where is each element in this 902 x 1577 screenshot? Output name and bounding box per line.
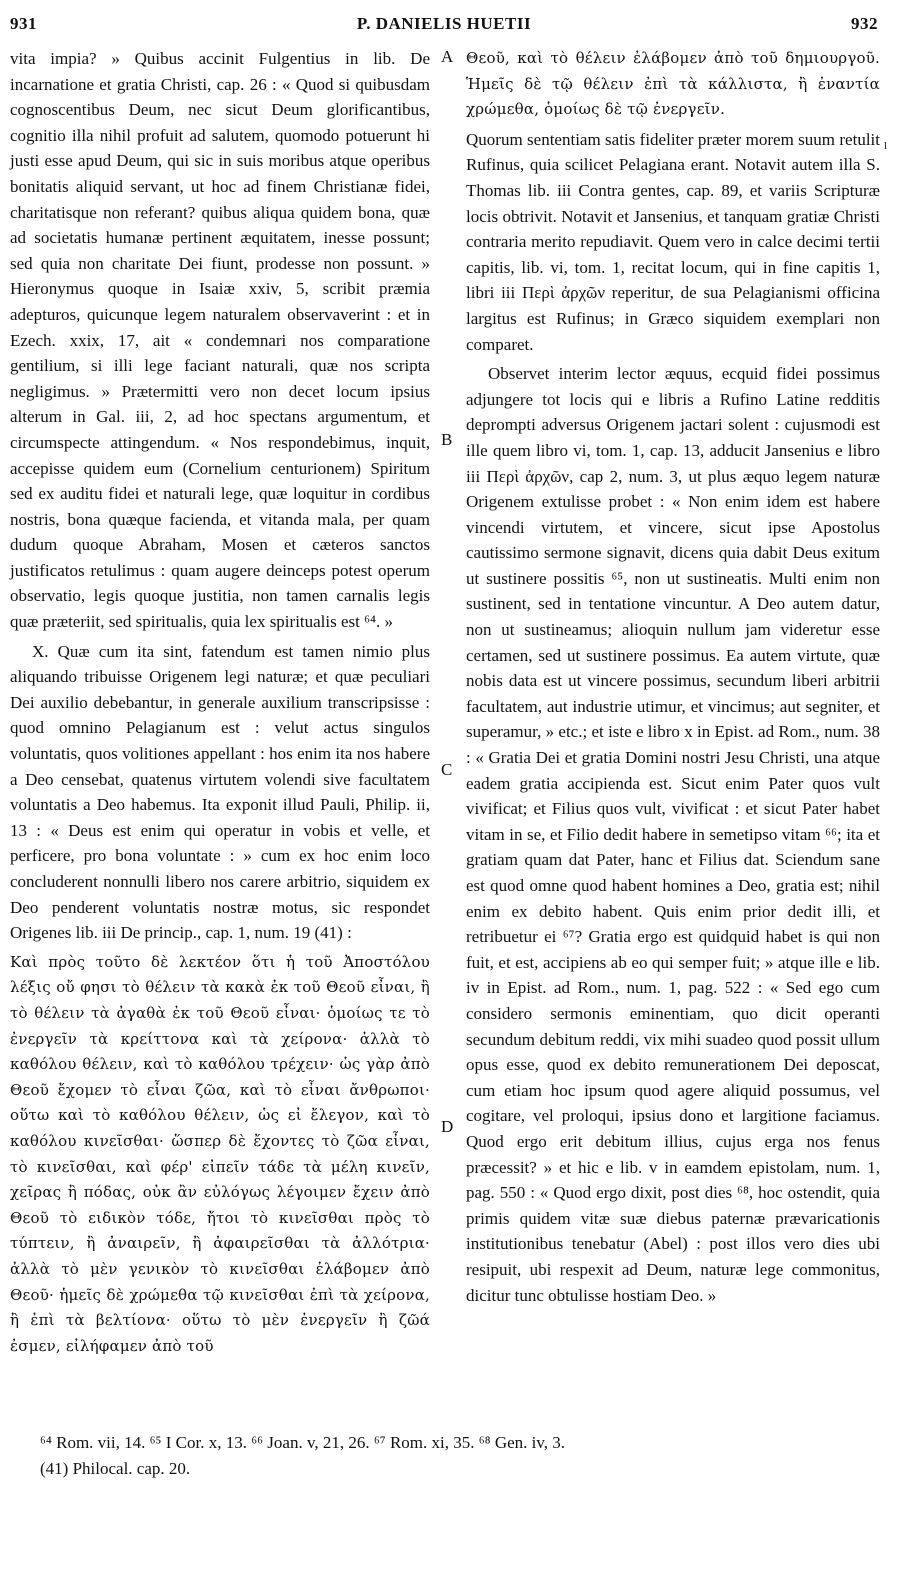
page-number-left: 931 <box>10 14 37 33</box>
right-column <box>466 46 880 1308</box>
margin-marker-c: C <box>441 760 453 779</box>
margin-tick-mark: l <box>884 140 888 152</box>
right-greek-quotation: Θεοῦ, καὶ τὸ θέλειν ἐλάβομεν ἀπὸ τοῦ δημιουργοῦ. Ἡμεῖς δὲ τῷ θέλειν ἐπὶ τὰ κάλλιστα, ἢ ἐναντία χρώμεθα, ὁμοίως δὲ τῷ ἐνεργεῖν. <box>466 49 880 119</box>
footnote-line-2: (41) Philocal. cap. 20. <box>40 1459 191 1478</box>
running-header <box>10 14 878 40</box>
left-paragraph-1: vita impia? » Quibus accinit Fulgentius in lib. De incarnatione et gratia Christi, cap. 26 : « Quod si quibusdam cognoscentibus Deum, nec sicut Deum glorificantibus, cognitio illa nihil profuit ad salutem, quomodo potuerunt hi justi esse apud Deum, qui sic in suis moribus atque operibus bonitatis aliquid servant, ut hoc ad finem Christianæ fidei, charitatisque non referant? quibus aliqua quidem bona, quæ ad societatis humanæ pertinent æquitatem, inesse possunt; sed quia non charitate Dei fiunt, prodesse non possunt. » Hieronymus quoque in Isaiæ xxiv, 5, scribit præmia adepturos, quicunque legem naturalem observaverint : et in Ezech. xxix, 17, ait « condemnari nos comparatione gentilium, si illi lege faciant naturali, quæ nos scripta negligimus. » Prætermitti vero non decet locum ipsius alterum in Gal. iii, 2, ad hoc spectans argumentum, et circumspecte attingendum. « Nos respondebimus, inquit, accepisse quidem eum (Cornelium centurionem) Spiritum sed ex auditu fidei et naturali lege, quæ loquitur in cordibus nostris, bona quæque facienda, et vitanda mala, per quam dudum quoque Abraham, Mosen et cæteros sanctos justificatos retulimus : quam augere deinceps potest operum observatio, legis quoque justitia, non tamen carnalis legis quæ præteriit, sed spiritualis, quia lex spiritualis est ⁶⁴. » <box>10 49 430 632</box>
footnotes <box>40 1430 840 1482</box>
margin-marker-d: D <box>441 1117 454 1136</box>
footnote-line-1: ⁶⁴ Rom. vii, 14. ⁶⁵ I Cor. x, 13. ⁶⁶ Joan. v, 21, 26. ⁶⁷ Rom. xi, 35. ⁶⁸ Gen. iv, 3. <box>40 1433 566 1452</box>
margin-marker-b: B <box>441 430 453 449</box>
right-paragraph-1: Quorum sententiam satis fideliter præter morem suum retulit Rufinus, quia scilicet Pelagiana erant. Notavit autem illa S. Thomas lib. iii Contra gentes, cap. 89, et variis Scripturæ locis obtrivit. Notavit et Jansenius, et tanquam gratiæ Christi contraria merito repudiavit. Quem vero in calce decimi tertii capitis, lib. vi, tom. 1, recitat locum, qui in fine capitis 1, libri iii Περὶ ἀρχῶν reperitur, de sua Pelagianismi officina largitus est Rufinus; in Græco siquidem exemplari non comparet. <box>466 129 880 354</box>
left-greek-quotation: Καὶ πρὸς τοῦτο δὲ λεκτέον ὅτι ἡ τοῦ Ἀποστόλου λέξις οὔ φησι τὸ θέλειν τὰ κακὰ ἐκ τοῦ Θεοῦ εἶναι, ἢ τὸ θέλειν τὰ ἀγαθὰ ἐκ τοῦ Θεοῦ εἶναι· ὁμοίως τε τὸ ἐνεργεῖν τὰ κρείττονα καὶ τὰ χείρονα· ἀλλὰ τὸ καθόλου θέλειν, καὶ τὸ καθόλου τρέχειν· ὡς γὰρ ἀπὸ Θεοῦ ἔχομεν τὸ εἶναι ζῶα, καὶ τὸ εἶναι ἄνθρωποι· οὕτω καὶ τὸ καθόλου θέλειν, ὡς εἰ ἔλεγον, καὶ τὸ καθόλου κινεῖσθαι· ὥσπερ δὲ ἔχοντες τὸ ζῶα εἶναι, τὸ κινεῖσθαι, καὶ φέρ' εἰπεῖν τάδε τὰ μέλη κινεῖν, χεῖρας ἢ πόδας, οὐκ ἂν εὐλόγως λέγοιμεν ἔχειν ἀπὸ Θεοῦ τὸ ειδικὸν τόδε, ἤτοι τὸ κινεῖσθαι πρὸς τὸ τύπτειν, ἢ ἀναιρεῖν, ἢ ἀφαιρεῖσθαι τὰ ἀλλότρια· ἀλλὰ τὸ μὲν γενικὸν τὸ κινεῖσθαι ἐλάβομεν ἀπὸ Θεοῦ· ἡμεῖς δὲ χρώμεθα τῷ κινεῖσθαι ἐπὶ τὰ χείρονα, ἢ ἐπὶ τὰ βελτίονα· οὕτω τὸ μὲν ἐνεργεῖν ἢ ζῶά ἐσμεν, εἰλήφαμεν ἀπὸ τοῦ <box>10 952 430 1355</box>
left-column <box>10 46 430 1359</box>
page-number-right: 932 <box>851 14 878 33</box>
margin-marker-a: A <box>441 47 454 66</box>
running-title: P. DANIELIS HUETII <box>356 14 532 33</box>
left-paragraph-2: X. Quæ cum ita sint, fatendum est tamen nimio plus aliquando tribuisse Origenem legi naturæ; et quæ peculiari Dei auxilio debebantur, in generale auxilium transcripsisse : quod omnino Pelagianum est : velut actus singulos voluntatis, quos volitiones appellant : hos enim ita nos habere a Deo censebat, quatenus virtutem volendi sive facultatem voluntatis a Deo habemus. Ita exponit illud Pauli, Philip. ii, 13 : « Deus est enim qui operatur in vobis et velle, et perficere, pro bona voluntate : » cum ex hoc enim loco concluderent nonnulli libero nos carere arbitrio, siquidem ex Deo penderent voluntatis nostræ motus, sic respondet Origenes lib. iii De princip., cap. 1, num. 19 (41) : <box>10 641 430 943</box>
right-paragraph-2: Observet interim lector æquus, ecquid fidei possimus adjungere tot locis qui e libris a Rufino Latine redditis deprompti adversus Origenem jactari solent : cujusmodi est ille quem libro vi, tom. 1, cap. 13, adducit Jansenius e libro iii Περὶ ἀρχῶν, cap 2, num. 3, ut plus æquo legem naturæ Origenem extulisse probet : « Non enim idem est habere vincendi virtutem, et vincere, sicut ipse Apostolus cautissimo sermone signavit, dicens quia dabit Deus exitum ut sustinere possitis ⁶⁵, non ut sustineatis. Multi enim non sustinent, sed in tentatione vincuntur. A Deo autem datur, non ut sustineamus; alioquin nullum jam videretur esse certamen, sed ut sustinere possimus. Ea autem virtute, quæ nobis data est ut vincere possimus, secundum liberi arbitrii facultatem, aut industrie utimur, et vincimus; aut segniter, et superamur, » etc.; et iste e libro x in Epist. ad Rom., num. 38 : « Gratia Dei et gratia Domini nostri Jesu Christi, una atque eadem gratia accipienda est. Sicut enim Pater quos vult vivificat; et Filius quos vult, vivificat : et sicut Pater habet vitam in se, et Filio dedit habere in semetipso vitam ⁶⁶; ita et gratiam quam dat Pater, hanc et Filius dat. Sciendum sane est quod omne quod habent homines a Deo, gratia est; nihil enim ex debito habent. Quis enim prior dedit illi, et retribuetur ei ⁶⁷? Gratia ergo est quidquid habet is qui non fuit, et est, accipiens ab eo qui semper fuit; » atque ille e lib. iv in Epist. ad Rom., num. 1, pag. 522 : « Sed ego cum considero sermonis eminentiam, quo dicit operanti secundum debitum reddi, vix mihi suadeo quod possit ullum opus esse, quod ex debito remunerationem Dei deposcat, cum etiam hoc ipsum quod agere aliquid possumus, vel cogitare, vel proloqui, ipsius dono et largitione faciamus. Quod ergo erit debitum illius, cujus erga nos fenus præcessit? » et hic e lib. v in eamdem epistolam, num. 1, pag. 550 : « Quod ergo dixit, post dies ⁶⁸, hoc ostendit, quia primis quidem vitæ suæ diebus paternæ prævaricationis institutionibus tenebatur (Abel) : post illos vero dies ubi resipuit, ubi respexit ad Deum, naturæ lege commonitus, dicitur tunc obtulisse hostiam Deo. » <box>466 364 880 1305</box>
